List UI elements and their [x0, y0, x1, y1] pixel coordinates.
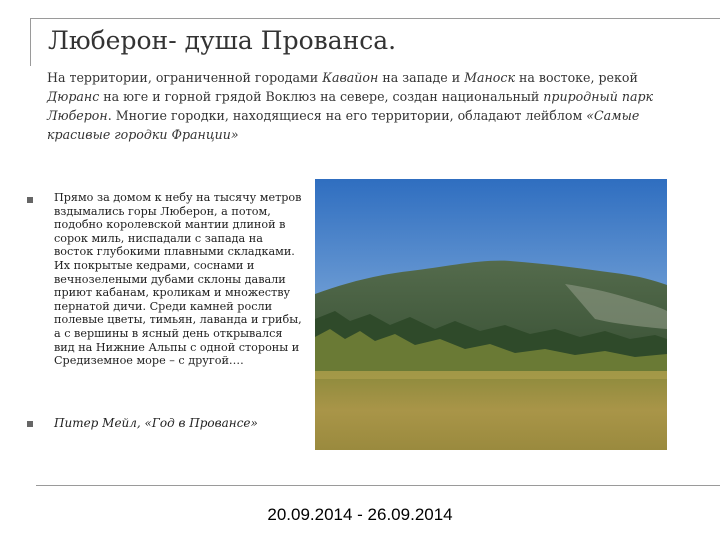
frame-bottom-line [36, 485, 720, 486]
intro-text-1: На территории, ограниченной городами [47, 70, 323, 85]
river-durance: Дюранс [47, 89, 100, 104]
park-luberon: природный парк Люберон [47, 89, 654, 123]
bullet-icon [27, 421, 33, 427]
intro-paragraph [47, 68, 667, 144]
intro-text-3: на востоке, рекой [518, 70, 638, 85]
meadow [315, 371, 667, 450]
bullet-icon [27, 197, 33, 203]
label-beautiful-villages: «Самые красивые городки Франции» [47, 108, 640, 142]
intro-text-2: на западе и [382, 70, 465, 85]
slide-title: Люберон- душа Прованса. [48, 26, 397, 55]
city-cavaillon: Кавайон [322, 70, 379, 85]
city-manosque: Маноск [464, 70, 515, 85]
quote-author: Питер Мейл, «Год в Провансе» [54, 416, 258, 430]
frame-left-line [30, 18, 31, 66]
quote-text: Прямо за домом к небу на тысячу метров вздымались горы Люберон, а потом, подобно королевской мантии длиной в сорок миль, ниспадали с запада на восток глубокими плавными складками. Их покрытые кедрами, соснами и вечнозелеными дубами склоны давали приют кабанам, кроликам и множеству пернатой дичи. Среди камней росли полевые цветы, тимьян, лаванда и грибы, а с вершины в ясный день открывался вид на Нижние Альпы с одной стороны и Средиземное море – с другой…. [54, 191, 302, 368]
date-range: 20.09.2014 - 26.09.2014 [267, 505, 453, 524]
meadow-highlight [315, 371, 667, 379]
intro-text-5: . Многие городки, находящиеся на его территории, обладают лейблом [107, 108, 587, 123]
landscape-photo [315, 179, 667, 450]
intro-text-4: на юге и горной грядой Воклюз на севере, создан национальный [103, 89, 544, 104]
frame-top-line [30, 18, 720, 19]
